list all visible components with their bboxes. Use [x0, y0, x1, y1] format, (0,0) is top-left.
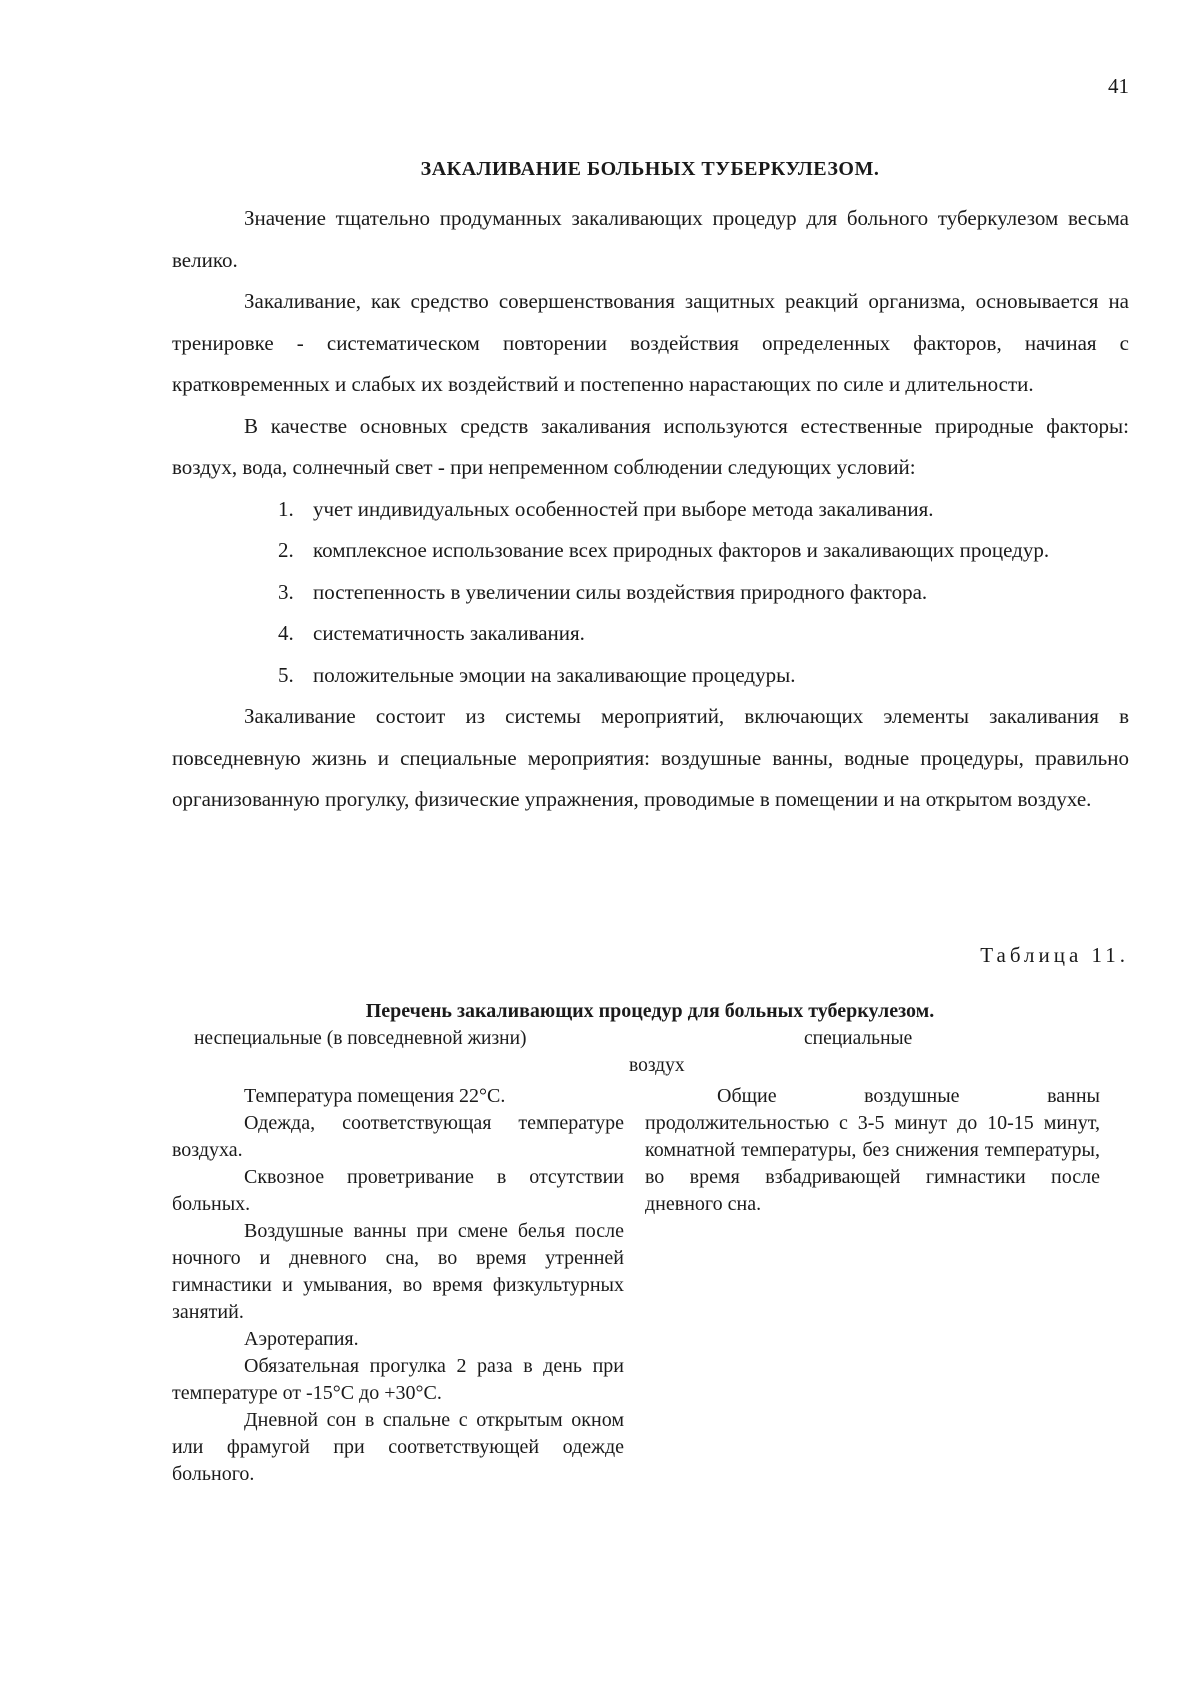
paragraph: В качестве основных средств закаливания используются естественные природные факторы: воздух, вода, солнечный свет - при непременном соблюдении следующих условий: [172, 413, 1129, 479]
list-item-text: комплексное использование всех природных факторов и закаливающих процедур. [313, 538, 1050, 562]
paragraph: Закаливание состоит из системы мероприятий, включающих элементы закаливания в повседневную жизнь и специальные мероприятия: воздушные ванны, водные процедуры, правильно организованную прогулку, физические упражнения, проводимые в помещении и на открытом воздухе. [172, 704, 1129, 811]
list-item-number: 1. [278, 496, 294, 521]
list-item-number: 2. [278, 538, 294, 562]
list-item-text: учет индивидуальных особенностей при выборе метода закаливания. [313, 496, 934, 521]
table-cell: Обязательная прогулка 2 раза в день при температуре от -15°С до +30°С. [172, 1355, 624, 1404]
table-cell: Общие воздушные ванны продолжительностью с 3-5 минут до 10-15 минут, комнатной температуры, без снижения температуры, во время взбадривающей гимнастики после дневного сна. [645, 1085, 1100, 1215]
paragraph: Закаливание, как средство совершенствования защитных реакций организма, основывается на тренировке - систематическом повторении воздействия определенных факторов, начиная с кратковременных и слабых их воздействий и постепенно нарастающих по силе и длительности. [172, 289, 1129, 396]
list-item-number: 5. [278, 662, 294, 687]
table-cell: Одежда, соответствующая температуре воздуха. [172, 1112, 624, 1161]
table-cell: Сквозное проветривание в отсутствии больных. [172, 1166, 624, 1215]
list-item-text: положительные эмоции на закаливающие процедуры. [313, 662, 796, 687]
list-item [172, 572, 1129, 614]
list-item [172, 489, 1129, 531]
list-item [172, 530, 1129, 572]
table-column-right [645, 1083, 1100, 1218]
table-label: Таблица 11. [980, 943, 1129, 967]
table-cell: Температура помещения 22°С. [244, 1085, 506, 1107]
table-column-left [172, 1083, 624, 1488]
list-item-number: 4. [278, 621, 294, 645]
list-item-number: 3. [278, 579, 294, 604]
conditions-list [172, 489, 1129, 697]
list-item-text: систематичность закаливания. [313, 621, 585, 645]
list-item [172, 613, 1129, 655]
column-header-special: специальные [804, 1028, 913, 1049]
page-title: ЗАКАЛИВАНИЕ БОЛЬНЫХ ТУБЕРКУЛЕЗОМ. [420, 158, 880, 180]
paragraph: Значение тщательно продуманных закаливающих процедур для больного туберкулезом весьма велико. [172, 206, 1129, 272]
page-number: 41 [1108, 74, 1129, 98]
table-cell: Дневной сон в спальне с открытым окном или фрамугой при соответствующей одежде больного. [172, 1409, 624, 1485]
table-title: Перечень закаливающих процедур для больных туберкулезом. [365, 1000, 935, 1022]
column-header-nonspecial: неспециальные (в повседневной жизни) [194, 1028, 527, 1049]
table-cell: Воздушные ванны при смене белья после ночного и дневного сна, во время утренней гимнастики и умывания, во время физкультурных занятий. [172, 1220, 624, 1323]
list-item-text: постепенность в увеличении силы воздействия природного фактора. [313, 579, 928, 604]
table-section-air: воздух [629, 1055, 685, 1076]
table-cell: Аэротерапия. [244, 1328, 359, 1350]
body-text [172, 198, 1129, 821]
list-item [172, 655, 1129, 697]
